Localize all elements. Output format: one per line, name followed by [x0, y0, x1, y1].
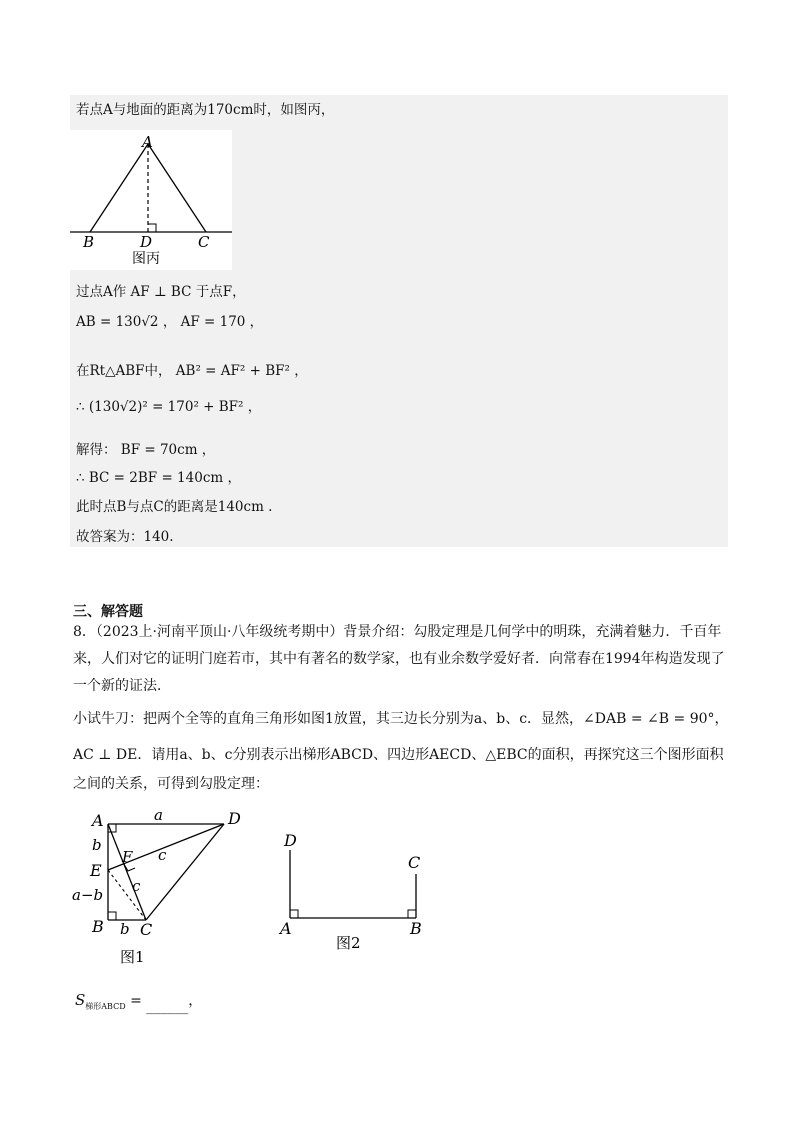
area-symbol: S	[75, 991, 86, 1010]
area-end: ，	[188, 993, 203, 1010]
solution-line-6: ∴ BC = 2BF = 140cm ，	[76, 470, 241, 486]
question-line-4: 小试牛刀：把两个全等的直角三角形如图1放置，其三边长分别为a、b、c．显然，∠DAB = ∠B = 90°，	[73, 711, 729, 727]
solution-line-1: 过点A作 AF ⊥ BC 于点F，	[76, 284, 246, 300]
solution-line-8: 故答案为：140.	[76, 529, 174, 545]
area-blank[interactable]: ______	[146, 999, 189, 1015]
figure-bing	[70, 130, 232, 270]
figure-2	[270, 824, 430, 954]
diagonal-ac	[108, 824, 146, 920]
side-dc	[146, 824, 224, 920]
label-c: C	[408, 853, 421, 872]
label-d: D	[140, 233, 153, 251]
label-e: E	[90, 861, 102, 880]
label-c-upper: c	[158, 846, 167, 864]
label-b-length-top: b	[92, 836, 102, 854]
label-b: B	[83, 233, 95, 251]
question-line-1: 8．（2023上·河南平顶山·八年级统考期中）背景介绍：勾股定理是几何学中的明珠，充满着魅力．千百年	[73, 624, 722, 640]
solution-line-2: AB = 130√2 ， AF = 170 ，	[76, 314, 264, 330]
solution-line-3: 在Rt△ABF中， AB² = AF² + BF² ，	[76, 363, 308, 379]
right-angle-b	[408, 910, 416, 918]
intro-line: 若点A与地面的距离为170cm时，如图丙，	[76, 102, 335, 118]
label-d: D	[284, 831, 297, 850]
area-answer-line	[75, 986, 202, 1016]
label-f: F	[122, 848, 133, 866]
label-b: B	[410, 919, 422, 938]
area-subscript: 梯形ABCD	[85, 1002, 126, 1011]
label-a: A	[280, 919, 292, 938]
label-c: C	[140, 920, 153, 939]
label-c-lower: c	[132, 877, 141, 895]
label-a-length: a	[154, 806, 163, 824]
area-equals: =	[130, 993, 142, 1010]
label-b-length-bottom: b	[120, 920, 130, 938]
question-line-2: 来，人们对它的证明门庭若市，其中有著名的数学家，也有业余数学爱好者．向常春在1994年构造发现了	[73, 651, 725, 667]
solution-line-5: 解得： BF = 70cm ，	[76, 442, 216, 458]
label-a: A	[92, 811, 104, 830]
label-a-minus-b: a−b	[72, 886, 104, 904]
label-b: B	[92, 917, 104, 936]
label-c: C	[198, 233, 210, 251]
solution-line-4: ∴ (130√2)² = 170² + BF² ，	[76, 399, 262, 415]
solution-line-7: 此时点B与点C的距离是140cm .	[76, 499, 273, 515]
right-angle-b	[108, 912, 116, 920]
section-title: 三、解答题	[73, 604, 143, 620]
figure-1-caption: 图1	[120, 948, 145, 966]
figure-bing-caption: 图丙	[132, 251, 160, 267]
figure-2-caption: 图2	[336, 934, 361, 952]
right-angle-a	[290, 910, 298, 918]
label-a: A	[142, 133, 153, 151]
question-line-5: AC ⊥ DE．请用a、b、c分别表示出梯形ABCD、四边形AECD、△EBC的面积，再探究这三个图形面积	[73, 747, 724, 763]
figure-1	[68, 804, 258, 969]
question-line-3: 一个新的证法．	[73, 678, 171, 694]
label-d: D	[228, 809, 241, 828]
question-line-6: 之间的关系，可得到勾股定理：	[73, 776, 269, 792]
